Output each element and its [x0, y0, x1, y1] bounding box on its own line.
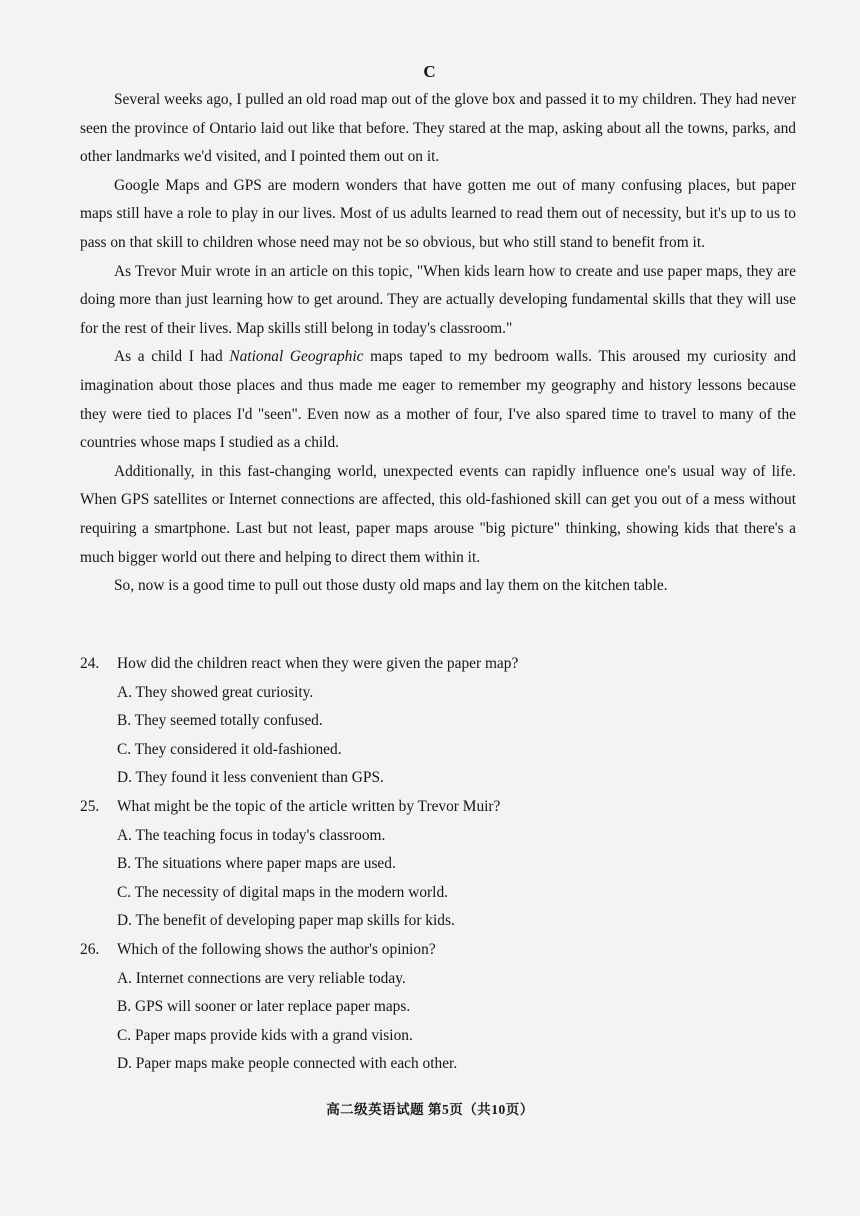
question-stem — [80, 936, 796, 965]
passage-paragraph-5: Additionally, in this fast-changing world, unexpected events can rapidly influence one's usual way of life. When GPS satellites or Internet connections are affected, this old-fashioned skill can get you out of a mess without requiring a smartphone. Last but not least, paper maps arouse "big picture" thinking, showing kids that there's a much bigger world out there and helping to direct them within it. — [80, 462, 796, 566]
question-number: 25. — [80, 797, 100, 815]
section-heading: C — [423, 62, 437, 81]
paragraph-4-text-start: As a child I had — [114, 348, 230, 366]
question-24 — [80, 650, 796, 793]
passage-paragraph-1: Several weeks ago, I pulled an old road map out of the glove box and passed it to my children. They had never seen the province of Ontario laid out like that before. They stared at the map, asking about all the towns, parks, and other landmarks we'd visited, and I pointed them out on it. — [80, 91, 796, 166]
magazine-title: National Geographic — [229, 348, 364, 366]
question-stem — [80, 650, 796, 679]
option-d[interactable]: D. Paper maps make people connected with each other. — [117, 1055, 458, 1073]
option-b[interactable]: B. GPS will sooner or later replace paper maps. — [117, 998, 411, 1016]
passage-paragraph-3: As Trevor Muir wrote in an article on this topic, "When kids learn how to create and use paper maps, they are doing more than just learning how to get around. They are actually developing fundamental skills that they will use for the rest of their lives. Map skills still belong in today's classroom." — [80, 262, 796, 337]
option-b[interactable]: B. The situations where paper maps are used. — [117, 855, 396, 873]
question-list — [80, 650, 796, 1079]
question-26 — [80, 936, 796, 1079]
passage-paragraph-4 — [80, 343, 796, 457]
option-c[interactable]: C. The necessity of digital maps in the modern world. — [117, 883, 448, 901]
passage-paragraph-6: So, now is a good time to pull out those dusty old maps and lay them on the kitchen table. — [114, 577, 668, 595]
option-d[interactable]: D. They found it less convenient than GPS. — [117, 769, 384, 787]
option-a[interactable]: A. The teaching focus in today's classroom. — [117, 826, 386, 844]
reading-passage — [80, 86, 796, 601]
question-stem — [80, 793, 796, 822]
question-text: Which of the following shows the author's opinion? — [117, 940, 436, 958]
option-d[interactable]: D. The benefit of developing paper map skills for kids. — [117, 912, 455, 930]
question-number: 24. — [80, 655, 100, 672]
option-c[interactable]: C. Paper maps provide kids with a grand vision. — [117, 1026, 413, 1044]
question-25 — [80, 793, 796, 936]
passage-paragraph-2: Google Maps and GPS are modern wonders that have gotten me out of many confusing places, but paper maps still have a role to play in our lives. Most of us adults learned to read them out of necessity, but it's up to us to pass on that skill to children whose need may not be so obvious, but who still stand to benefit from it. — [80, 176, 796, 251]
option-b[interactable]: B. They seemed totally confused. — [117, 712, 323, 730]
page-footer: 高二级英语试题 第5页（共10页） — [326, 1102, 534, 1117]
option-a[interactable]: A. They showed great curiosity. — [117, 683, 314, 701]
question-text: What might be the topic of the article written by Trevor Muir? — [117, 797, 501, 815]
paragraph-4-text-end: maps taped to my bedroom walls. This aroused my curiosity and imagination about those places and thus made me eager to remember my geography and history lessons because they were tied to places I'd "seen". Even now as a mother of four, I've also spared time to travel to many of the countries whose maps I studied as a child. — [80, 348, 796, 452]
question-number: 26. — [80, 940, 100, 958]
option-c[interactable]: C. They considered it old-fashioned. — [117, 740, 342, 758]
question-text: How did the children react when they were given the paper map? — [117, 655, 519, 672]
option-a[interactable]: A. Internet connections are very reliable today. — [117, 969, 406, 987]
